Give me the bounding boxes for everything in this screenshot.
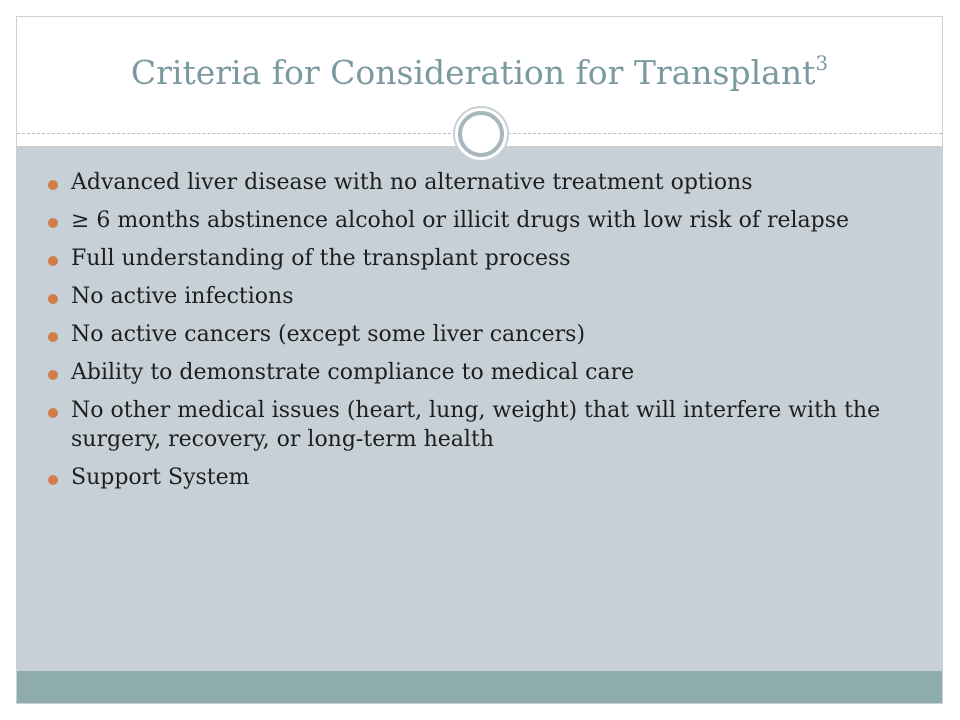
footer-band [17, 671, 942, 703]
bullet-item [48, 396, 908, 454]
bullet-dot-icon [48, 218, 58, 228]
bullet-item [48, 206, 908, 235]
bullet-item [48, 244, 908, 273]
bullet-item [48, 168, 908, 197]
bullet-text: Full understanding of the transplant process [71, 246, 571, 271]
slide-title-text: Criteria for Consideration for Transplant [130, 53, 816, 92]
bullet-text: Advanced liver disease with no alternative treatment options [71, 170, 753, 195]
slide-title [17, 51, 942, 95]
bullet-dot-icon [48, 408, 58, 418]
bullet-text: No other medical issues (heart, lung, weight) that will interfere with the surgery, recovery, or long-term health [71, 398, 881, 452]
bullet-dot-icon [48, 332, 58, 342]
bullet-item [48, 463, 908, 492]
bullet-dot-icon [48, 475, 58, 485]
bullet-item [48, 282, 908, 311]
criteria-bullet-list [48, 168, 908, 501]
bullet-text: Support System [71, 465, 250, 490]
bullet-item [48, 358, 908, 387]
bullet-text: Ability to demonstrate compliance to medical care [71, 360, 635, 385]
bullet-text: No active cancers (except some liver cancers) [71, 322, 586, 347]
bullet-text: No active infections [71, 284, 294, 309]
divider-ornament-inner-ring-icon [458, 111, 504, 157]
bullet-dot-icon [48, 370, 58, 380]
bullet-dot-icon [48, 180, 58, 190]
bullet-dot-icon [48, 294, 58, 304]
bullet-text: ≥ 6 months abstinence alcohol or illicit drugs with low risk of relapse [71, 208, 850, 233]
bullet-item [48, 320, 908, 349]
title-citation-superscript: 3 [815, 51, 829, 75]
bullet-dot-icon [48, 256, 58, 266]
